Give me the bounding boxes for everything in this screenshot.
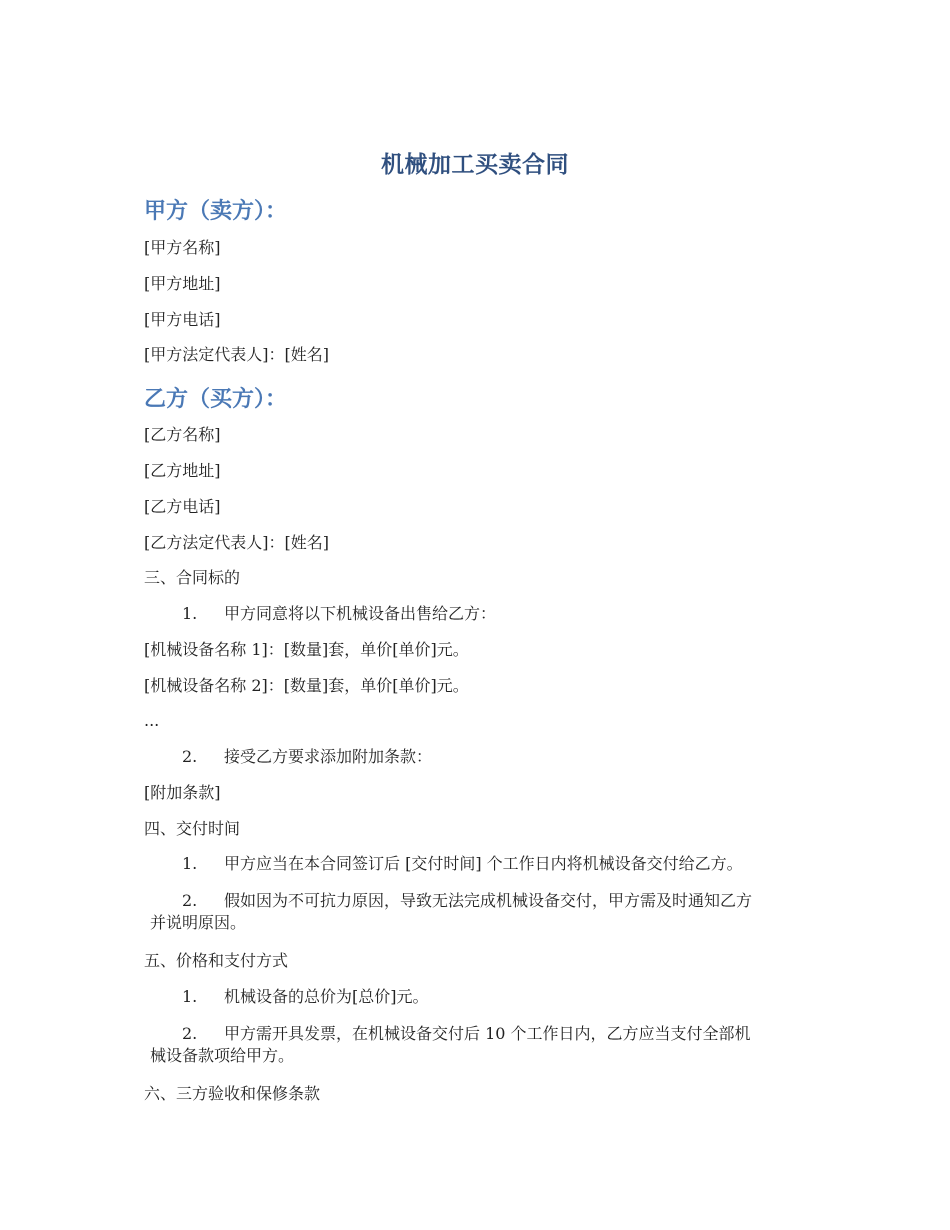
additional-terms: [附加条款]	[144, 783, 221, 802]
party-a-representative: [甲方法定代表人]：[姓名]	[144, 345, 329, 364]
list-text: 机械设备的总价为[总价]元。	[224, 987, 429, 1006]
section6-heading: 六、三方验收和保修条款	[144, 1084, 321, 1103]
list-text-continuation: 并说明原因。	[150, 913, 247, 932]
list-number: 2.	[182, 891, 198, 910]
list-text: 假如因为不可抗力原因，导致无法完成机械设备交付，甲方需及时通知乙方	[224, 891, 753, 910]
list-number: 1.	[182, 604, 198, 623]
section5-item1	[182, 986, 429, 1008]
list-number: 2.	[182, 1024, 198, 1043]
party-a-phone: [甲方电话]	[144, 310, 221, 329]
party-a-name: [甲方名称]	[144, 238, 221, 257]
list-text-continuation: 械设备款项给甲方。	[150, 1046, 295, 1065]
section3-item1	[182, 603, 496, 625]
list-item-first-line	[148, 890, 848, 912]
party-b-heading: 乙方（买方）：	[144, 387, 288, 412]
equipment-line-1: [机械设备名称 1]：[数量]套，单价[单价]元。	[144, 640, 469, 659]
section3-item2	[182, 746, 432, 768]
party-b-address: [乙方地址]	[144, 461, 221, 480]
party-a-heading: 甲方（卖方）：	[144, 199, 288, 224]
list-text: 甲方应当在本合同签订后 [交付时间] 个工作日内将机械设备交付给乙方。	[224, 854, 743, 873]
section3-heading: 三、合同标的	[144, 568, 241, 587]
list-text: 接受乙方要求添加附加条款：	[224, 747, 433, 766]
list-item-first-line	[148, 1023, 848, 1045]
party-b-name: [乙方名称]	[144, 425, 221, 444]
section4-item1	[182, 853, 743, 875]
party-b-representative: [乙方法定代表人]：[姓名]	[144, 533, 329, 552]
section5-heading: 五、价格和支付方式	[144, 951, 289, 970]
equipment-line-2: [机械设备名称 2]：[数量]套，单价[单价]元。	[144, 676, 469, 695]
section4-item2	[148, 890, 848, 934]
section5-item2	[148, 1023, 848, 1067]
list-text: 甲方需开具发票，在机械设备交付后 10 个工作日内，乙方应当支付全部机	[224, 1024, 751, 1043]
list-number: 1.	[182, 854, 198, 873]
document-title: 机械加工买卖合同	[381, 152, 569, 178]
list-number: 1.	[182, 987, 198, 1006]
party-b-phone: [乙方电话]	[144, 497, 221, 516]
party-a-address: [甲方地址]	[144, 274, 221, 293]
list-number: 2.	[182, 747, 198, 766]
list-text: 甲方同意将以下机械设备出售给乙方：	[224, 604, 497, 623]
section4-heading: 四、交付时间	[144, 819, 241, 838]
equipment-ellipsis: ...	[144, 711, 160, 730]
